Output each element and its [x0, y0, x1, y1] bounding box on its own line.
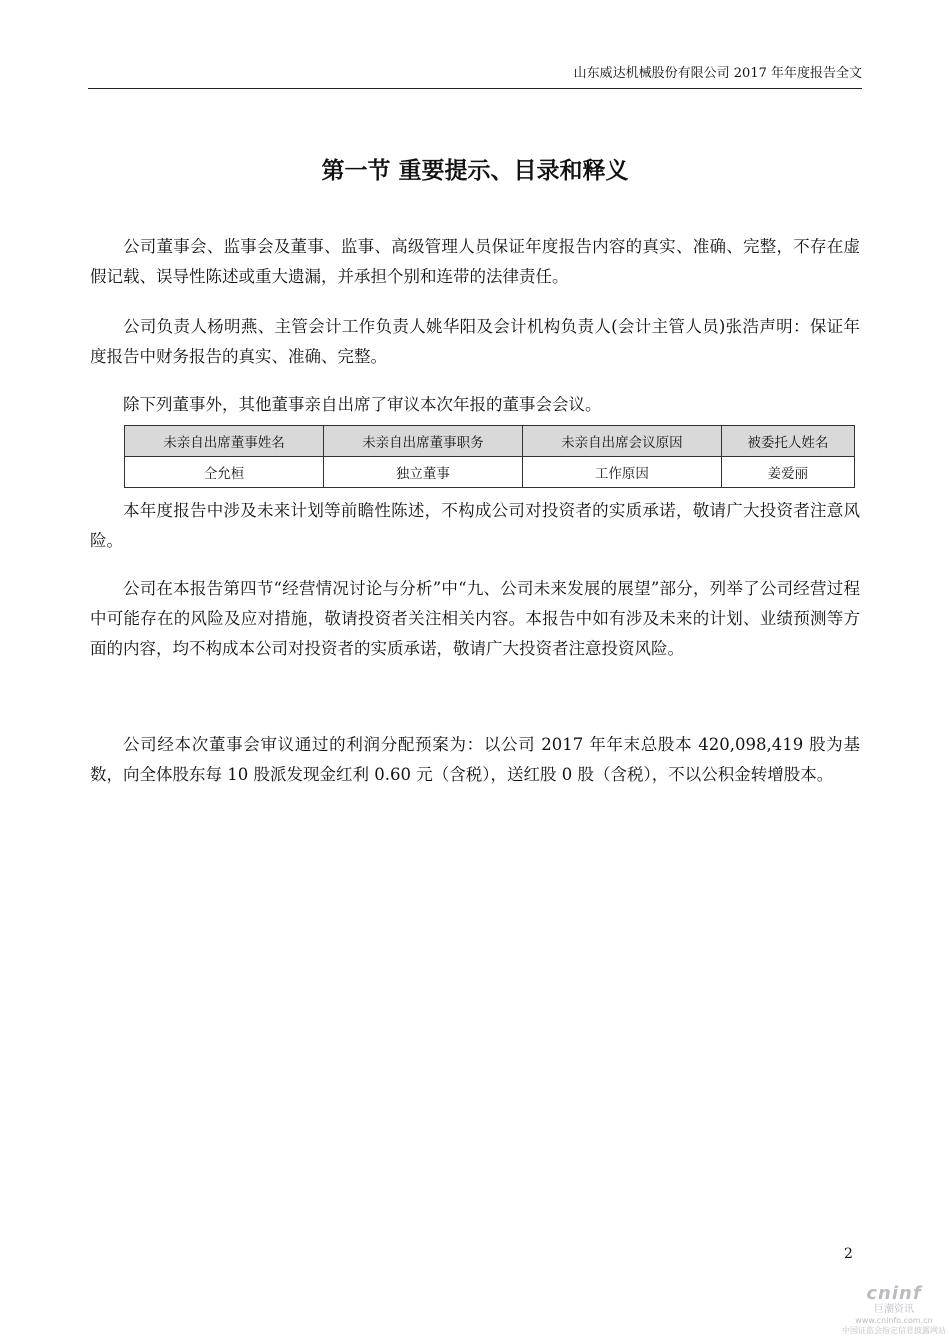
table-header-cell: 未亲自出席会议原因 — [522, 426, 721, 457]
notice-paragraph-6 — [90, 730, 860, 796]
watermark-org: 中国证监会指定信息披露网站 — [842, 1326, 946, 1335]
paragraph-text: 本年度报告中涉及未来计划等前瞻性陈述，不构成公司对投资者的实质承诺，敬请广大投资者注意风险。 — [90, 501, 860, 550]
notice-paragraph-2 — [90, 312, 860, 378]
table-cell: 仝允桓 — [125, 457, 324, 488]
running-header-title: 山东威达机械股份有限公司 2017 年年度报告全文 — [573, 66, 862, 81]
notice-paragraph-4 — [90, 496, 860, 562]
paragraph-text: 公司在本报告第四节“经营情况讨论与分析”中“九、公司未来发展的展望”部分，列举了公司经营过程中可能存在的风险及应对措施，敬请投资者关注相关内容。本报告中如有涉及未来的计划、业绩预测等方面的内容，均不构成本公司对投资者的实质承诺，敬请广大投资者注意投资风险。 — [90, 579, 860, 658]
running-header — [88, 64, 862, 89]
table-cell: 姜爱丽 — [721, 457, 854, 488]
section-title: 第一节 重要提示、目录和释义 — [321, 158, 629, 184]
notice-paragraph-1 — [90, 232, 860, 298]
table-header-cell: 被委托人姓名 — [721, 426, 854, 457]
paragraph-text: 除下列董事外，其他董事亲自出席了审议本次年报的董事会会议。 — [123, 395, 602, 414]
page-number: 2 — [844, 1246, 853, 1262]
table-cell: 工作原因 — [522, 457, 721, 488]
notice-paragraph-5 — [90, 574, 860, 670]
table-header-cell: 未亲自出席董事职务 — [323, 426, 522, 457]
watermark-url: www.cninfo.com.cn — [855, 1316, 933, 1325]
table-cell: 独立董事 — [323, 457, 522, 488]
table-row — [125, 457, 855, 488]
table-header-row — [125, 426, 855, 457]
watermark-name: 巨潮资讯 — [874, 1304, 914, 1315]
paragraph-text: 公司经本次董事会审议通过的利润分配预案为：以公司 2017 年年末总股本 420,098,419 股为基数，向全体股东每 10 股派发现金红利 0.60 元（含税），送红股 0 股（含税），不以公积金转增股本。 — [90, 735, 860, 784]
watermark-logo: cninf — [866, 1283, 922, 1304]
cninfo-watermark — [842, 1284, 946, 1340]
absent-directors-table — [124, 425, 855, 488]
paragraph-text: 公司负责人杨明燕、主管会计工作负责人姚华阳及会计机构负责人(会计主管人员)张浩声明：保证年度报告中财务报告的真实、准确、完整。 — [90, 317, 860, 366]
notice-paragraph-3 — [90, 390, 860, 426]
paragraph-text: 公司董事会、监事会及董事、监事、高级管理人员保证年度报告内容的真实、准确、完整，不存在虚假记载、误导性陈述或重大遗漏，并承担个别和连带的法律责任。 — [90, 237, 860, 286]
table-header-cell: 未亲自出席董事姓名 — [125, 426, 324, 457]
